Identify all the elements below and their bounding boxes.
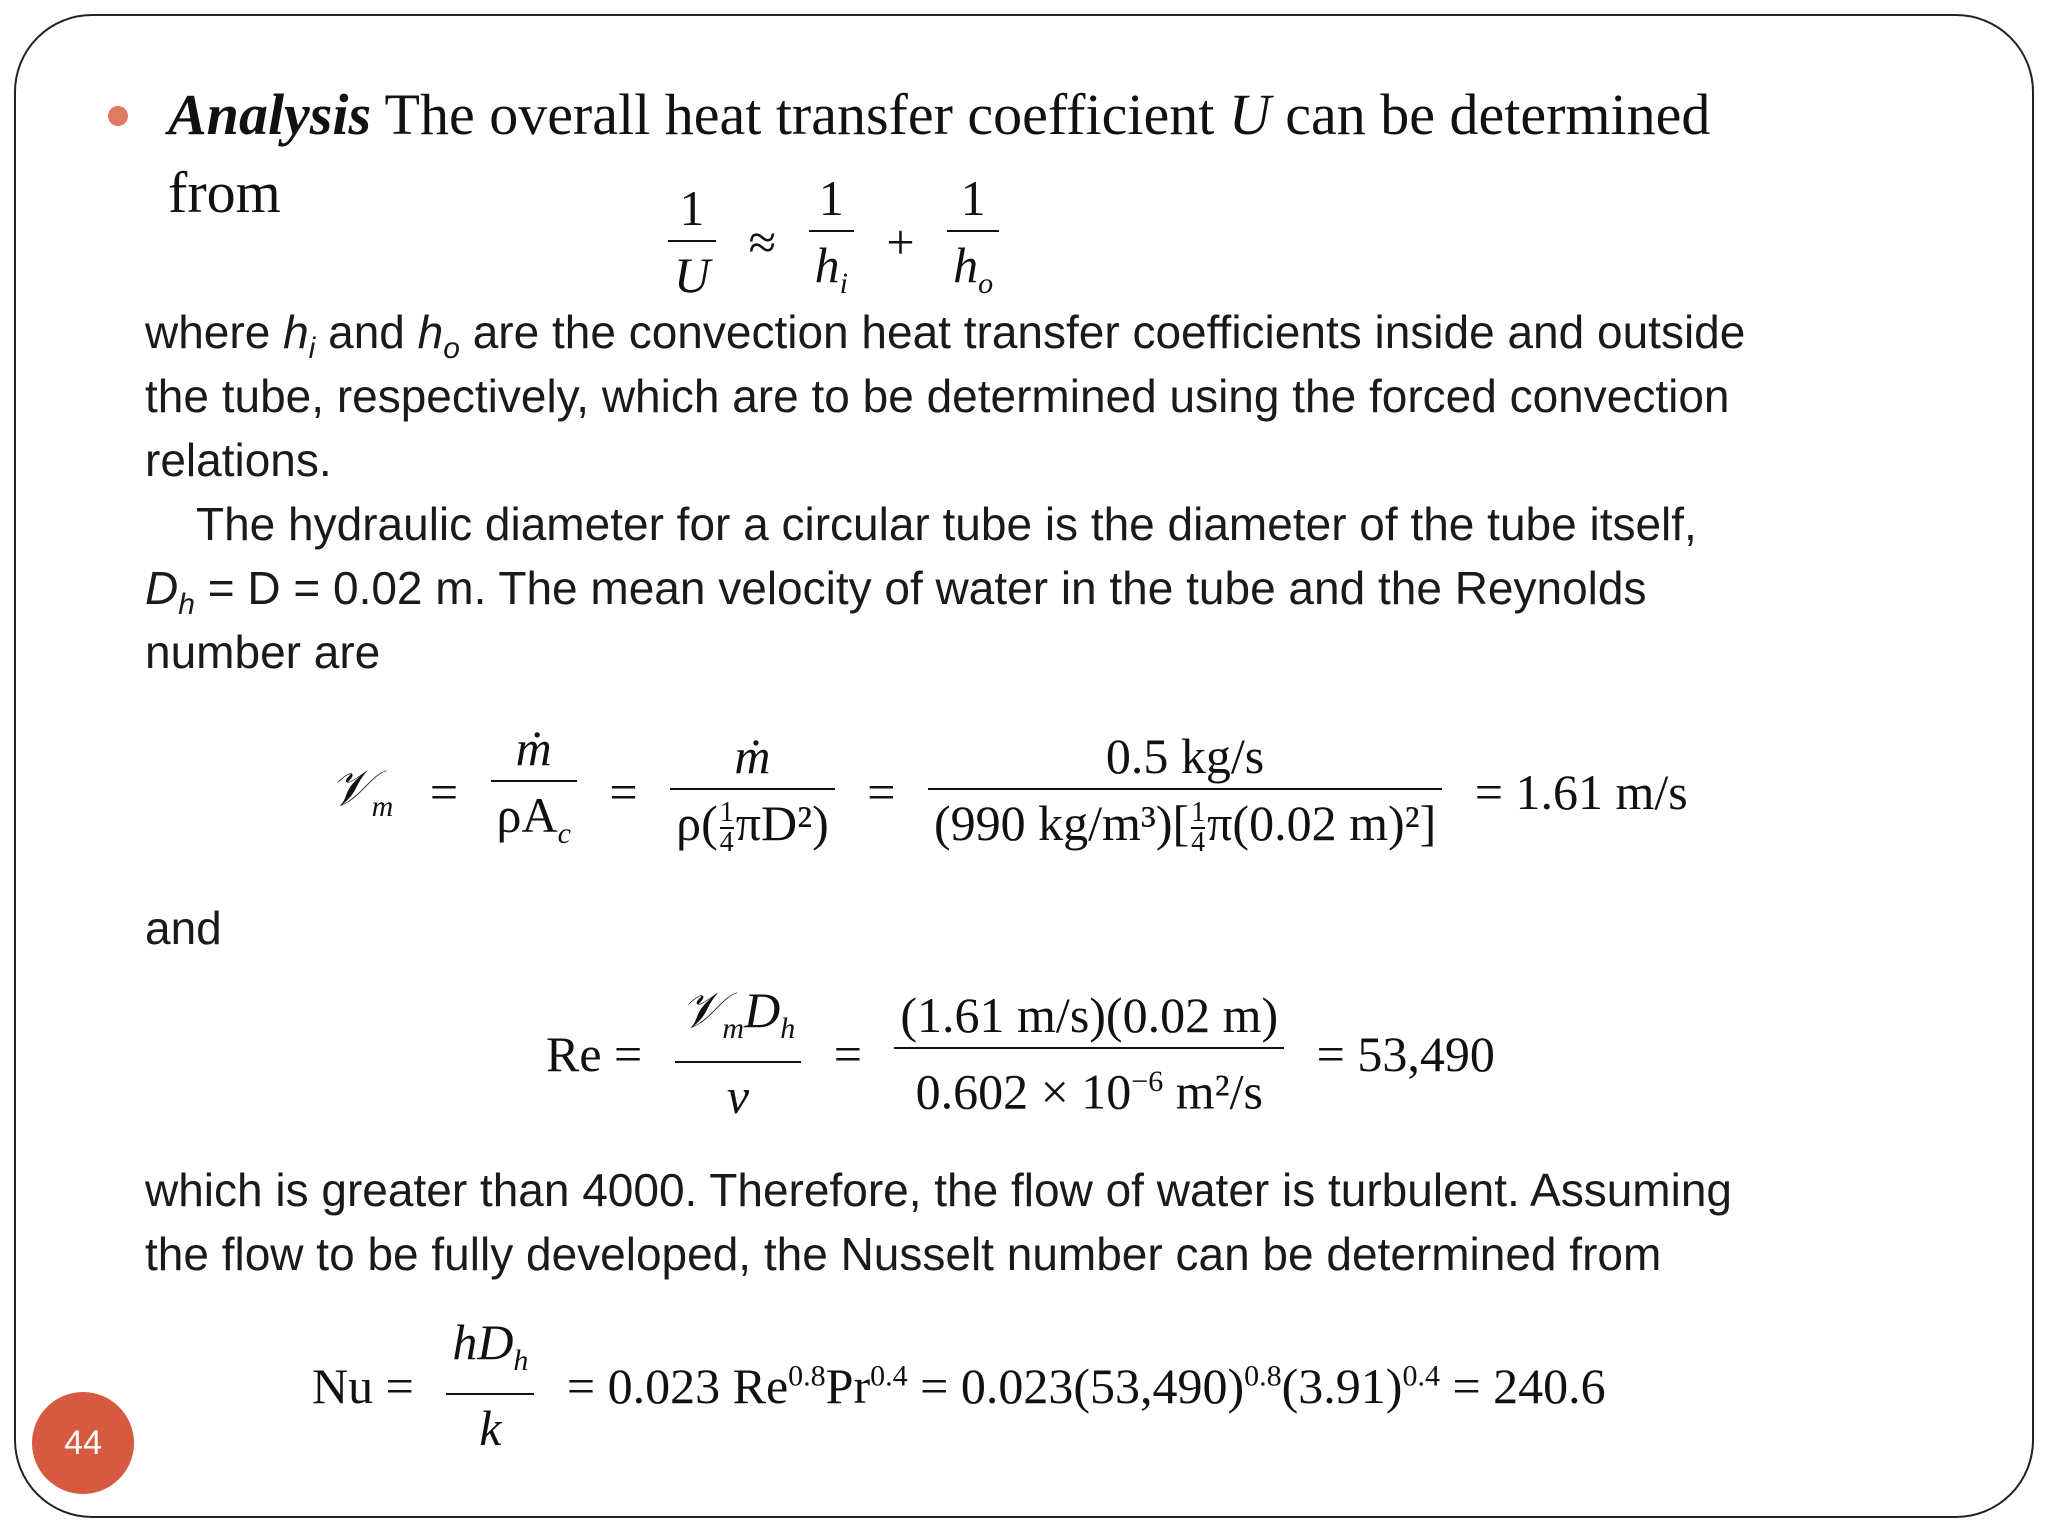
para1-where: where [145,306,271,358]
para2-d: D [145,562,179,614]
eq4-rhs-d: = 240.6 [1452,1357,1606,1414]
eq2-eq1: = [429,763,459,820]
eq1-plus: + [886,213,915,270]
eq1-t2-num: 1 [947,168,999,232]
para2-line3: number are [145,626,381,678]
eq2-f3-num: 0.5 kg/s [928,726,1442,790]
heading-emphasis: Analysis [168,82,372,147]
equation-reynolds [546,980,1507,1127]
eq3-eq: = [833,1025,862,1082]
eq2-f1-den-sub: c [557,817,571,850]
slide-heading [168,78,1710,152]
eq4-exp4: 0.4 [1402,1358,1440,1392]
equation-overall-u [660,168,1007,315]
eq4-exp3: 0.8 [1244,1358,1282,1392]
equation-nusselt [312,1312,1618,1459]
para1-sub-i: i [308,332,316,366]
eq2-quarter2-den: 4 [1191,827,1206,859]
bullet-icon [108,106,128,126]
and-text: and [145,902,222,954]
para1-h-i: h [283,306,309,358]
para1-sub-o: o [443,332,460,366]
para1-h-o: h [417,306,444,358]
eq4-exp1: 0.8 [788,1358,826,1392]
heading-variable-u: U [1228,82,1271,147]
eq2-eq3: = [867,763,896,820]
eq3-f1-num-sub2: h [780,1012,796,1045]
eq4-exp2: 0.4 [870,1358,908,1392]
eq2-f1-den: ρA [496,787,558,843]
eq2-lhs: 𝒱 [330,760,372,816]
eq4-den: k [479,1400,502,1456]
eq3-f1-den: ν [726,1068,750,1124]
eq3-result: = 53,490 [1316,1025,1495,1082]
eq3-f1-num-sub: m [722,1012,745,1045]
eq2-quarter-num: 1 [719,797,734,829]
eq4-num-sub: h [513,1344,529,1377]
eq1-t1-den: h [814,237,840,293]
equation-mean-velocity [330,718,1700,865]
eq3-f1-num-v: 𝒱 [680,982,723,1038]
eq2-f3-den-a: (990 kg/m³)[ [933,794,1190,851]
eq4-rhs-c: (3.91) [1281,1357,1403,1414]
para2-rest: = D = 0.02 m. The mean velocity of water in the tube and the Reynolds [207,562,1647,614]
eq1-t1-num: 1 [809,168,854,232]
eq4-pr: Pr [825,1357,871,1414]
eq1-t2-sub: o [978,267,994,300]
eq2-f3-den-b: π(0.02 m)²] [1207,794,1437,851]
heading-text-1: The overall heat transfer coefficient [384,82,1215,147]
eq3-f2-den-b: m²/s [1163,1063,1263,1120]
eq2-lhs-sub: m [371,790,394,823]
page-number-badge: 44 [32,1392,134,1494]
eq1-lhs-den: U [674,246,711,303]
eq4-num: hD [452,1314,514,1370]
eq2-f2-num: ṁ [734,727,771,784]
eq2-quarter-den: 4 [719,827,734,859]
eq4-lhs: Nu = [312,1357,414,1414]
eq2-result: = 1.61 m/s [1474,763,1688,820]
eq4-rhs-a: = 0.023 Re [566,1357,789,1414]
para1-line2: the tube, respectively, which are to be determined using the forced convection [145,370,1730,422]
eq1-t2-den: h [953,237,979,293]
heading-text-2: can be determined [1285,82,1711,147]
para3-line1: which is greater than 4000. Therefore, the flow of water is turbulent. Assuming [145,1164,1732,1216]
eq2-f1-num: ṁ [515,720,552,776]
para1-line3: relations. [145,434,332,486]
eq2-quarter2-num: 1 [1191,797,1206,829]
eq2-eq2: = [609,763,638,820]
eq1-lhs-num: 1 [668,178,716,242]
eq1-t1-sub: i [839,267,848,300]
eq3-f2-num: (1.61 m/s)(0.02 m) [894,985,1284,1049]
eq3-f1-num-d: D [744,982,781,1038]
heading-from: from [168,160,281,225]
eq1-approx: ≈ [748,213,777,270]
eq4-rhs-b: = 0.023(53,490) [920,1357,1245,1414]
eq2-f2-den-a: ρ( [676,794,718,851]
eq3-f2-den-a: 0.602 × 10 [915,1063,1132,1120]
para1-rest: are the convection heat transfer coefficients inside and outside [472,306,1746,358]
para3-line2: the flow to be fully developed, the Nusselt number can be determined from [145,1228,1662,1280]
eq2-f2-den-b: πD²) [735,794,829,851]
eq3-lhs: Re = [546,1025,643,1082]
para2-sub-h: h [178,588,195,622]
para1-and: and [328,306,405,358]
eq3-f2-den-exp: −6 [1131,1064,1164,1098]
para2-line1: The hydraulic diameter for a circular tube is the diameter of the tube itself, [196,498,1697,550]
